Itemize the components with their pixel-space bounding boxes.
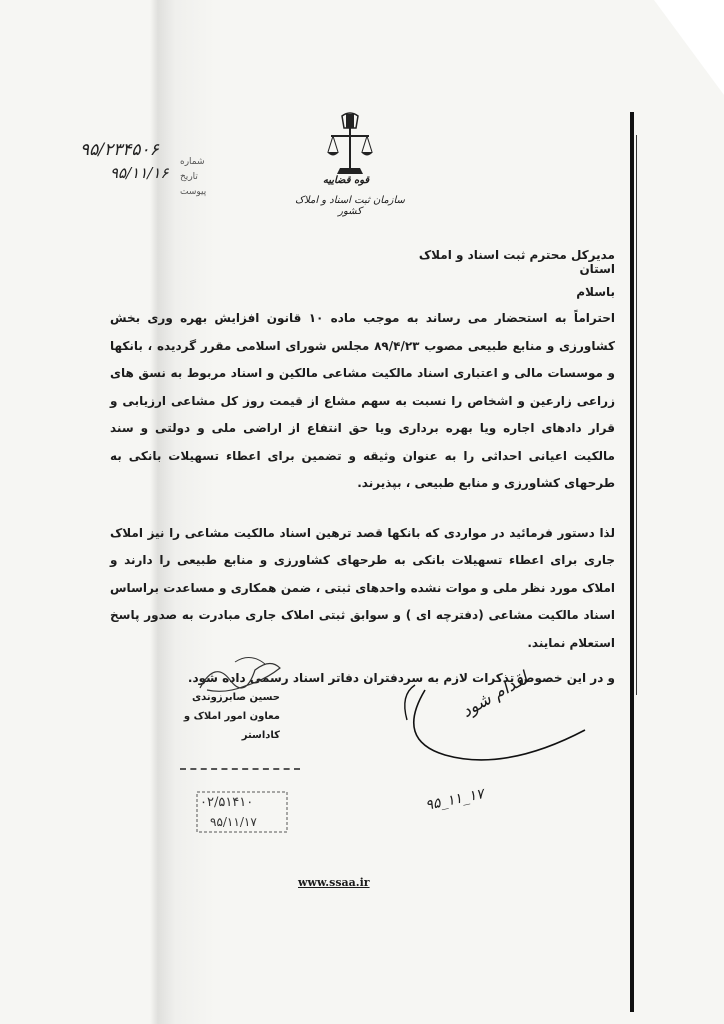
page-right-border-inner bbox=[636, 135, 637, 695]
stamp-number: ۰۲/۵۱۴۱۰ bbox=[200, 795, 254, 810]
handwritten-annotation-curve bbox=[355, 650, 615, 800]
letter-number: ۹۵/۲۳۴۵۰۶ bbox=[80, 140, 159, 160]
attachment-label: پیوست bbox=[180, 187, 207, 197]
body-paragraph-3: و در این خصوص تذکرات لازم به سردفتران دفاتر اسناد رسمی داده شود. bbox=[187, 671, 615, 685]
number-label: شماره bbox=[180, 157, 205, 167]
judiciary-emblem-icon bbox=[325, 112, 375, 180]
salutation: باسلام bbox=[576, 285, 615, 299]
annotation-date: ۹۵_۱۱_۱۷ bbox=[423, 786, 486, 814]
body-paragraph-1: احتراماً به استحضار می رساند به موجب ماده ۱۰ قانون افزایش بهره وری بخش کشاورزی و منابع طبیعی مصوب ۸۹/۴/۲۳ مجلس شورای اسلامی مقرر گردیده ، بانکها و موسسات مالی و اعتباری اسناد مالکیت مشاعی مالکین و اسناد مربوط به نسق های زراعی زارعین و اشخاص را نسبت به سهم مشاع از قیمت روز کل مشاعی ارزیابی و قرار دادهای اجاره ویا بهره برداری ویا حق انتفاع از اراضی ملی و دولتی و سند مالکیت اعیانی احداثی را به عنوان وثیقه و تضمین برای اعطاء تسهیلات بانکی به طرحهای کشاورزی و منابع طبیعی ، بپذیرند. bbox=[110, 311, 616, 490]
stamp-date: ۹۵/۱۱/۱۷ bbox=[210, 815, 257, 829]
letterhead-meta-labels bbox=[180, 155, 206, 200]
letter-body bbox=[110, 305, 615, 693]
handwritten-annotation: اقدام شود bbox=[458, 668, 532, 722]
signatory-block bbox=[180, 688, 280, 745]
recipient-line: مدیرکل محترم ثبت اسناد و املاک استان bbox=[418, 248, 615, 276]
letterhead-organization: سازمان ثبت اسناد و املاک کشور bbox=[295, 195, 405, 217]
signatory-title: معاون امور املاک و کاداستر bbox=[183, 711, 280, 741]
page-right-border bbox=[630, 112, 634, 1012]
letter-date: ۹۵/۱۱/۱۶ bbox=[110, 164, 169, 182]
signatory-name: حسین صابرزوندی bbox=[191, 692, 280, 703]
website-link[interactable]: www.ssaa.ir bbox=[298, 876, 370, 889]
letterhead-judiciary: قوه قضاییه bbox=[322, 175, 370, 186]
body-paragraph-2: لذا دستور فرمائید در مواردی که بانکها قصد ترهین اسناد مالکیت مشاعی را نیز املاک جاری برای اعطاء تسهیلات بانکی به طرحهای کشاورزی و منابع طبیعی را دارند و املاک مورد نظر ملی و موات نشده واحدهای ثبتی ، ضمن همکاری و مساعدت براساس اسناد مالکیت مشاعی (دفترچه ای ) و سوابق ثبتی املاک جاری مبادرت به صدور پاسخ استعلام نمایند. bbox=[110, 525, 615, 650]
page-corner-fold bbox=[654, 0, 724, 95]
date-label: تاریخ bbox=[180, 172, 198, 182]
